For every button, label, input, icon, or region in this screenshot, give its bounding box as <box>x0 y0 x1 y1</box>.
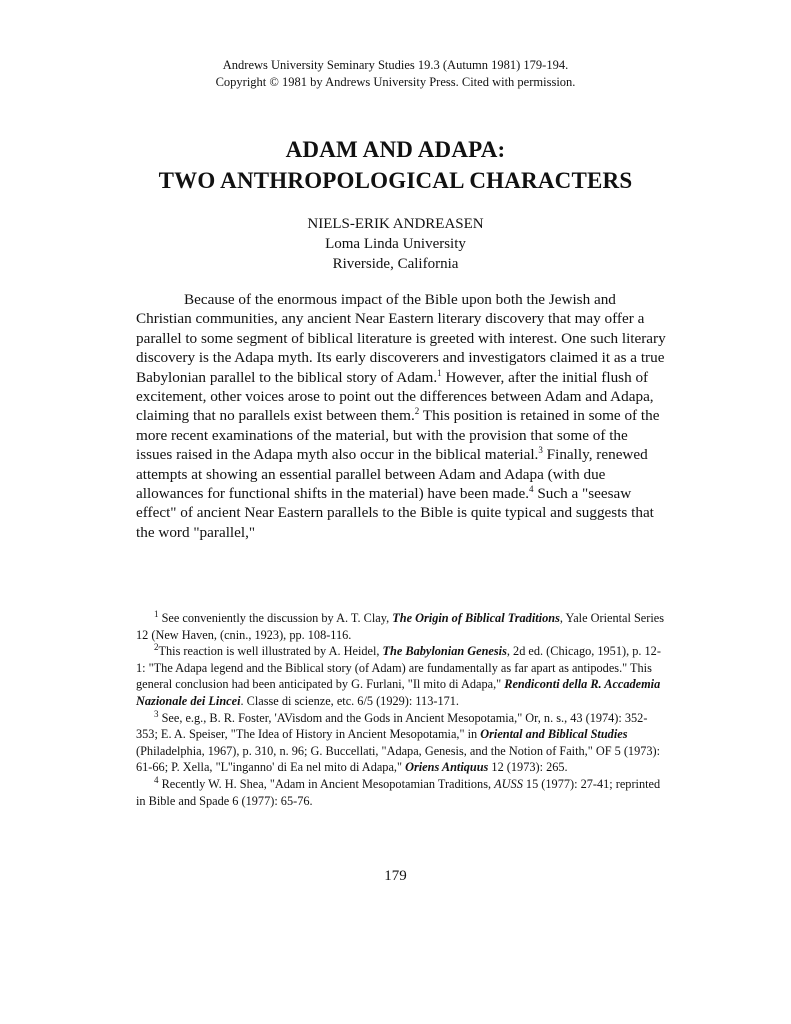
footnote-text: . Classe di scienze, etc. 6/5 (1929): 113-171. <box>240 693 459 708</box>
footnote-text: Recently W. H. Shea, "Adam in Ancient Mesopotamian Traditions, <box>158 776 495 791</box>
cited-work-title: Rendiconti della R. Accademia Nazionale dei Lincei <box>136 677 661 708</box>
footnote-1 <box>136 610 666 643</box>
page-number: 179 <box>384 868 407 884</box>
cited-work-title: The Origin of Biblical Traditions <box>392 611 560 625</box>
footnote-text: This reaction is well illustrated by A. Heidel, <box>158 644 383 659</box>
footnote-ref-3: 3 <box>538 445 543 456</box>
footnote-ref-2: 2 <box>414 406 420 417</box>
body-paragraph <box>136 290 666 542</box>
footnote-text: See conveniently the discussion by A. T. Clay, <box>158 611 393 625</box>
footnote-text: 15 (1977): 27-41; reprinted in Bible and Spade 6 (1977): 65-76. <box>136 776 661 808</box>
footnote-mark: 1 <box>154 608 159 619</box>
footnote-text: , 2d ed. (Chicago, 1951), p. 12-1: "The Adapa legend and the Biblical story (of Adam) are fundamentally as far apart as antipodes." This general conclusion had been anticipated by G. Furlani, "Il mito di Adapa," <box>136 644 661 692</box>
footnote-ref-1: 1 <box>437 367 442 378</box>
footnotes <box>136 610 666 809</box>
footnote-text: , Yale Oriental Series 12 (New Haven, (cnin., 1923), pp. 108-116. <box>136 611 665 642</box>
footnote-ref-4: 4 <box>529 484 534 494</box>
cited-work-title: Oriental and Biblical Studies <box>480 727 628 742</box>
footnote-text: (Philadelphia, 1967), p. 310, n. 96; G. Buccellati, "Adapa, Genesis, and the Notion of Faith," OF 5 (1973): 61-66; P. Xella, "L''inganno' di Ea nel mito di Adapa," <box>136 743 661 775</box>
footnote-mark: 2 <box>154 642 159 653</box>
body-text <box>136 290 666 542</box>
footnote-mark: 3 <box>154 708 159 719</box>
article-title-line-1: ADAM AND ADAPA: <box>285 137 506 162</box>
copyright-line: Copyright © 1981 by Andrews University Press. Cited with permission. <box>215 75 576 89</box>
footnote-3 <box>136 710 666 776</box>
author-affiliation: Loma Linda University <box>325 236 466 252</box>
journal-citation-line: Andrews University Seminary Studies 19.3 (Autumn 1981) 179-194. <box>222 58 569 72</box>
author-location: Riverside, California <box>332 256 459 272</box>
footnote-4 <box>136 776 666 809</box>
article-title-line-2: TWO ANTHROPOLOGICAL CHARACTERS <box>158 168 633 193</box>
author-name: NIELS-ERIK ANDREASEN <box>307 216 484 232</box>
cited-work-title: Oriens Antiquus <box>405 760 489 775</box>
footnote-text: 12 (1973): 265. <box>488 760 568 775</box>
footnote-2 <box>136 643 666 709</box>
body-sentence: Because of the enormous impact of the Bible upon both the Jewish and Christian communities, any ancient Near Eastern literary discovery that may offer a parallel to some segment of biblical literature is greeted with interest. One such literary discovery is the Adapa myth. Its early discoverers and investigators claimed it as a true Babylonian parallel to the biblical story of Adam. <box>136 291 666 386</box>
cited-work-title: The Babylonian Genesis <box>382 644 507 659</box>
footnote-mark: 4 <box>154 774 159 785</box>
footnote-text: See, e.g., B. R. Foster, 'AVisdom and the Gods in Ancient Mesopotamia," Or, n. s., 43 (1974): 352-353; E. A. Speiser, "The Idea of History in Ancient Mesopotamia," in <box>136 710 648 742</box>
body-sentence: However, after the initial flush of excitement, other voices arose to point out the differences between Adam and Adapa, claiming that no parallels exist between them. <box>136 368 654 425</box>
body-sentence: Such a "seesaw effect" of ancient Near Eastern parallels to the Bible is quite typical and suggests that the word "parallel," <box>136 485 654 541</box>
body-sentence: Finally, renewed attempts at showing an essential parallel between Adam and Adapa (with due allowances for functional shifts in the material) have been made. <box>136 446 648 503</box>
cited-work-title: AUSS <box>494 776 523 791</box>
body-sentence: This position is retained in some of the more recent examinations of the material, but with the provision that some of the issues raised in the Adapa myth also occur in the biblical material. <box>136 407 660 464</box>
